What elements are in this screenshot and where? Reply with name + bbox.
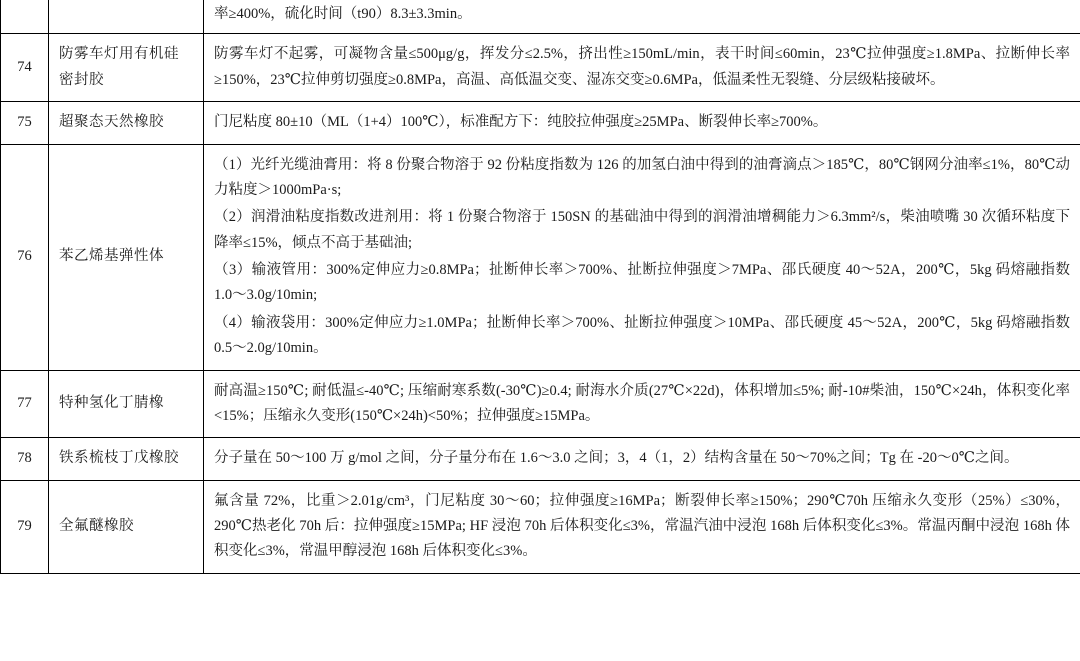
table-row (1, 144, 1080, 370)
row-name: 防雾车灯用有机硅密封胶 (49, 34, 204, 102)
row-description (204, 438, 1080, 480)
row-description (204, 34, 1080, 102)
table-row (1, 34, 1080, 102)
description-paragraph: （2）润滑油粘度指数改进剂用：将 1 份聚合物溶于 150SN 的基础油中得到的润滑油增稠能力＞6.3mm²/s，柴油喷嘴 30 次循环粘度下降率≤15%，倾点不高于基础油; (214, 209, 1070, 251)
description-paragraph: 分子量在 50～100 万 g/mol 之间，分子量分布在 1.6～3.0 之间；3，4（1，2）结构含量在 50～70%之间；Tg 在 -20～0℃之间。 (214, 450, 1019, 467)
row-description (204, 0, 1080, 34)
row-name: 全氟醚橡胶 (49, 480, 204, 573)
row-number: 76 (1, 144, 49, 370)
row-number: 79 (1, 480, 49, 573)
description-paragraph: 防雾车灯不起雾，可凝物含量≤500μg/g，挥发分≤2.5%，挤出性≥150mL/min，表干时间≤60min，23℃拉伸强度≥1.8MPa、拉断伸长率≥150%，23℃拉伸剪切强度≥0.8MPa，高温、高低温交变、湿冻交变≥0.6MPa，低温柔性无裂缝、分层级粘接破坏。 (214, 46, 1070, 88)
description-paragraph: 氟含量 72%，比重＞2.01g/cm³，门尼粘度 30～60；拉伸强度≥16MPa；断裂伸长率≥150%；290℃70h 压缩永久变形（25%）≤30%，290℃热老化 70h 后：拉伸强度≥15MPa; HF 浸泡 70h 后体积变化≤3%，常温汽油中浸泡 168h 后体积变化≤3%。常温丙酮中浸泡 168h 体积变化≤3%，常温甲醇浸泡 168h 后体积变化≤3%。 (214, 492, 1070, 560)
table-row (1, 0, 1080, 34)
row-name: 铁系梳枝丁戊橡胶 (49, 438, 204, 480)
row-name: 特种氢化丁腈橡 (49, 370, 204, 438)
row-description (204, 370, 1080, 438)
row-description (204, 102, 1080, 144)
description-paragraph: 门尼粘度 80±10（ML（1+4）100℃），标准配方下：纯胶拉伸强度≥25MPa、断裂伸长率≥700%。 (214, 114, 828, 131)
row-description (204, 144, 1080, 370)
table-row (1, 370, 1080, 438)
table-row (1, 102, 1080, 144)
description-paragraph: （3）输液管用：300%定伸应力≥0.8MPa；扯断伸长率＞700%、扯断拉伸强度＞7MPa、邵氏硬度 40～52A，200℃，5kg 码熔融指数 1.0～3.0g/10min; (214, 262, 1070, 304)
row-description (204, 480, 1080, 573)
row-name: 超聚态天然橡胶 (49, 102, 204, 144)
row-number: 74 (1, 34, 49, 102)
row-number: 77 (1, 370, 49, 438)
row-number: 75 (1, 102, 49, 144)
row-number (1, 0, 49, 34)
description-paragraph: 率≥400%，硫化时间（t90）8.3±3.3min。 (214, 6, 472, 22)
description-paragraph: 耐高温≥150℃; 耐低温≤-40℃; 压缩耐寒系数(-30℃)≥0.4; 耐海水介质(27℃×22d)，体积增加≤5%; 耐-10#柴油，150℃×24h，体积变化率<15%；压缩永久变形(150℃×24h)<50%；拉伸强度≥15MPa。 (214, 382, 1070, 424)
table-row (1, 480, 1080, 573)
row-number: 78 (1, 438, 49, 480)
description-paragraph: （4）输液袋用：300%定伸应力≥1.0MPa；扯断伸长率＞700%、扯断拉伸强度＞10MPa、邵氏硬度 45～52A，200℃，5kg 码熔融指数 0.5～2.0g/10min。 (214, 314, 1070, 357)
description-paragraph: （1）光纤光缆油膏用：将 8 份聚合物溶于 92 份粘度指数为 126 的加氢白油中得到的油膏滴点＞185℃，80℃钢网分油率≤1%，80℃动力粘度＞1000mPa·s; (214, 156, 1070, 198)
row-name (49, 0, 204, 34)
table-row (1, 438, 1080, 480)
row-name: 苯乙烯基弹性体 (49, 144, 204, 370)
